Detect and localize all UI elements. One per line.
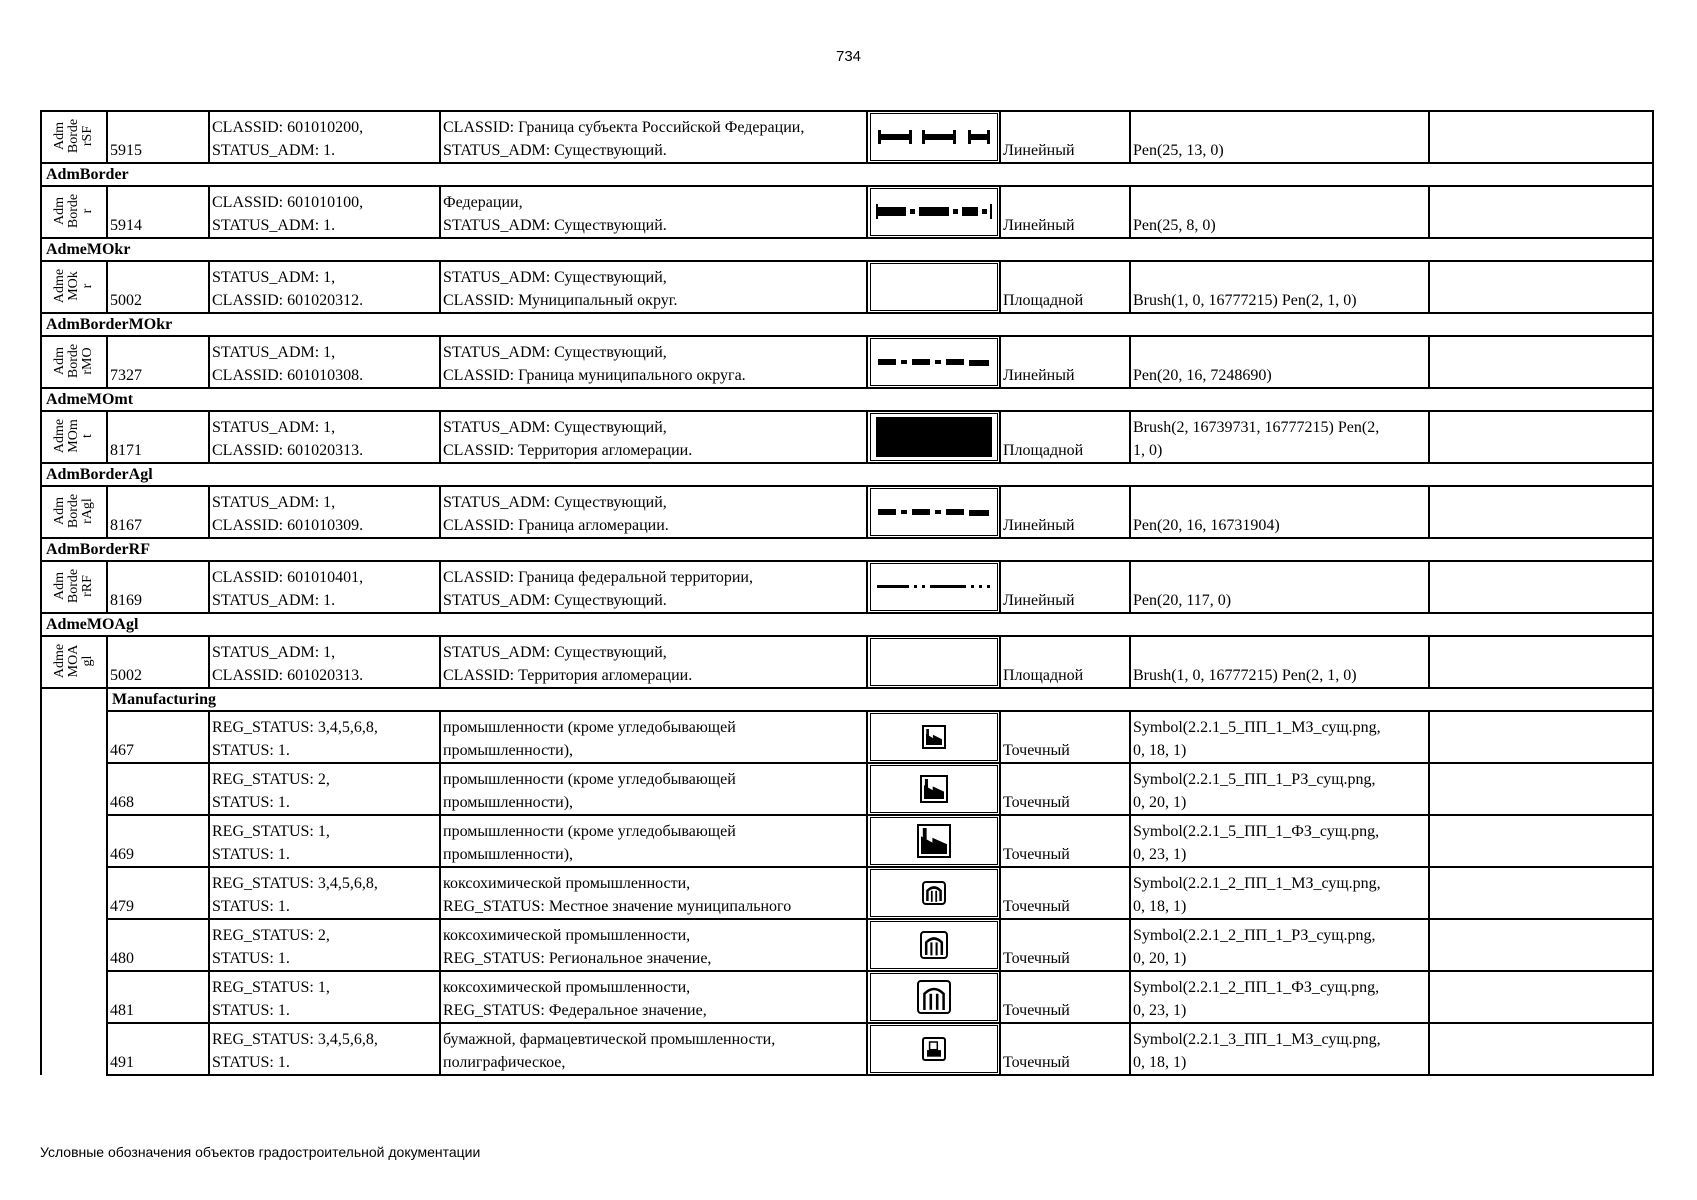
geometry-type: Точечный [1000,867,1130,919]
description-cell [440,763,867,815]
table-row [41,711,1653,763]
object-code: 479 [107,867,209,919]
object-code: 480 [107,919,209,971]
description-line: полиграфическое, [443,1054,566,1071]
condition-line: STATUS_ADM: 1. [212,592,336,609]
style-line: 1, 0) [1133,442,1163,459]
geometry-type: Точечный [1000,971,1130,1023]
group-name: AdmeMOmt [41,388,1653,411]
table-row [41,919,1653,971]
description-cell [440,486,867,538]
condition-cell [209,1023,440,1075]
condition-line: REG_STATUS: 2, [212,927,330,944]
condition-line: CLASSID: 601010308. [212,367,364,384]
geometry-type: Площадной [1000,411,1130,463]
geometry-type: Линейный [1000,111,1130,163]
condition-line: CLASSID: 601010100, [212,194,364,211]
object-code: 467 [107,711,209,763]
description-line: CLASSID: Граница агломерации. [443,517,669,534]
group-name: AdmeMOkr [41,238,1653,261]
description-line: STATUS_ADM: Существующий, [443,494,667,511]
description-cell [440,711,867,763]
style-cell [1130,815,1429,867]
empty-cell [1429,336,1653,388]
condition-cell [209,561,440,613]
geometry-type: Точечный [1000,763,1130,815]
group-name: AdmBorderRF [41,538,1653,561]
style-cell [1130,111,1429,163]
empty-cell [1429,763,1653,815]
layer-name: Adme MOm t [52,418,95,453]
table-row [41,763,1653,815]
symbol-cell [867,111,1000,163]
description-line: бумажной, фармацевтической промышленности, [443,1031,776,1048]
condition-cell [209,261,440,313]
condition-line: REG_STATUS: 3,4,5,6,8, [212,1031,378,1048]
symbol-cell [867,186,1000,238]
table-row [41,815,1653,867]
empty-cell [1429,561,1653,613]
description-cell [440,1023,867,1075]
layer-name: Adm Borde rSF [52,118,95,153]
description-line: промышленности), [443,794,574,811]
style-line: Brush(2, 16739731, 16777215) Pen(2, [1133,419,1380,436]
empty-symbol [870,638,998,686]
description-cell [440,261,867,313]
condition-cell [209,636,440,688]
layer-name-cell [41,186,107,238]
style-cell [1130,971,1429,1023]
condition-line: STATUS: 1. [212,742,290,759]
description-line: REG_STATUS: Местное значение муниципального [443,898,792,915]
empty-cell [1429,486,1653,538]
empty-cell [1429,867,1653,919]
icon-factory-s-symbol [870,713,998,761]
layer-name-cell [41,336,107,388]
empty-cell [1429,111,1653,163]
group-name: AdmeMOAgl [41,613,1653,636]
layer-name: Adm Borde rRF [52,568,95,603]
table-row [41,486,1653,538]
condition-line: CLASSID: 601010200, [212,119,364,136]
table-row [41,1023,1653,1075]
solid-fill-symbol [870,413,998,461]
empty-cell [1429,919,1653,971]
geometry-type: Линейный [1000,561,1130,613]
style-cell [1130,261,1429,313]
condition-line: STATUS: 1. [212,950,290,967]
symbol-cell [867,815,1000,867]
description-cell [440,411,867,463]
description-line: CLASSID: Граница федеральной территории, [443,569,753,586]
icon-paper-s-symbol [870,1025,998,1073]
object-code: 8167 [107,486,209,538]
description-line: STATUS_ADM: Существующий. [443,142,667,159]
condition-line: CLASSID: 601010309. [212,517,364,534]
style-cell [1130,763,1429,815]
style-cell [1130,186,1429,238]
style-line: Symbol(2.2.1_5_ПП_1_ФЗ_сущ.png, [1133,823,1380,840]
style-line: 0, 23, 1) [1133,846,1187,863]
layer-cell-empty [41,688,107,1075]
condition-line: STATUS: 1. [212,1054,290,1071]
group-header-row [41,538,1653,561]
line-dashdotdot-symbol [870,563,998,611]
style-line: Symbol(2.2.1_5_ПП_1_РЗ_сущ.png, [1133,771,1376,788]
style-line: 0, 18, 1) [1133,898,1187,915]
description-line: STATUS_ADM: Существующий, [443,644,667,661]
style-line: 0, 18, 1) [1133,1054,1187,1071]
geometry-type: Точечный [1000,1023,1130,1075]
geometry-type: Линейный [1000,336,1130,388]
layer-name: Adme MOA gl [52,643,95,678]
line-dashdot-symbol [870,488,998,536]
symbol-cell [867,971,1000,1023]
condition-cell [209,711,440,763]
symbol-cell [867,411,1000,463]
symbol-cell [867,336,1000,388]
style-line: Symbol(2.2.1_5_ПП_1_МЗ_сущ.png, [1133,719,1381,736]
description-cell [440,336,867,388]
symbol-cell [867,486,1000,538]
style-line: 0, 20, 1) [1133,950,1187,967]
group-header-row [41,238,1653,261]
style-line: 0, 23, 1) [1133,1002,1187,1019]
condition-cell [209,763,440,815]
style-line: 0, 20, 1) [1133,794,1187,811]
style-line: 0, 18, 1) [1133,742,1187,759]
condition-line: CLASSID: 601010401, [212,569,364,586]
condition-line: STATUS: 1. [212,1002,290,1019]
condition-cell [209,336,440,388]
empty-cell [1429,636,1653,688]
description-line: коксохимической промышленности, [443,979,691,996]
description-line: STATUS_ADM: Существующий. [443,592,667,609]
style-line: Brush(1, 0, 16777215) Pen(2, 1, 0) [1133,292,1357,309]
style-line: Symbol(2.2.1_3_ПП_1_МЗ_сущ.png, [1133,1031,1381,1048]
condition-line: REG_STATUS: 1, [212,823,330,840]
style-cell [1130,336,1429,388]
line-bars-symbol [870,113,998,161]
symbol-cell [867,261,1000,313]
condition-line: REG_STATUS: 2, [212,771,330,788]
symbol-cell [867,636,1000,688]
style-cell [1130,636,1429,688]
object-code: 8169 [107,561,209,613]
group-name: AdmBorderMOkr [41,313,1653,336]
layer-name: Adm Borde r [52,193,95,228]
symbol-cell [867,919,1000,971]
condition-line: STATUS_ADM: 1, [212,494,336,511]
empty-cell [1429,261,1653,313]
geometry-type: Площадной [1000,636,1130,688]
condition-cell [209,486,440,538]
icon-coke-m-symbol [870,921,998,969]
symbol-cell [867,763,1000,815]
table-row [41,261,1653,313]
condition-line: REG_STATUS: 1, [212,979,330,996]
condition-line: STATUS: 1. [212,898,290,915]
group-header-row [41,688,1653,711]
geometry-type: Точечный [1000,919,1130,971]
empty-cell [1429,186,1653,238]
group-header-row [41,613,1653,636]
condition-line: REG_STATUS: 3,4,5,6,8, [212,875,378,892]
description-cell [440,111,867,163]
description-cell [440,919,867,971]
condition-line: STATUS: 1. [212,846,290,863]
description-line: промышленности), [443,846,574,863]
condition-line: STATUS_ADM: 1, [212,344,336,361]
layer-name-cell [41,636,107,688]
description-line: CLASSID: Территория агломерации. [443,667,693,684]
page-number: 734 [835,48,862,65]
layer-name-cell [41,111,107,163]
condition-cell [209,919,440,971]
condition-line: STATUS_ADM: 1, [212,644,336,661]
object-code: 7327 [107,336,209,388]
style-line: Brush(1, 0, 16777215) Pen(2, 1, 0) [1133,667,1357,684]
description-line: Федерации, [443,194,523,211]
empty-cell [1429,1023,1653,1075]
description-cell [440,815,867,867]
layer-name-cell [41,561,107,613]
condition-line: REG_STATUS: 3,4,5,6,8, [212,719,378,736]
icon-factory-l-symbol [870,817,998,865]
condition-line: STATUS_ADM: 1, [212,269,336,286]
empty-cell [1429,971,1653,1023]
object-code: 5002 [107,261,209,313]
object-code: 491 [107,1023,209,1075]
symbol-cell [867,867,1000,919]
style-line: Symbol(2.2.1_2_ПП_1_ФЗ_сущ.png, [1133,979,1380,996]
description-line: REG_STATUS: Федеральное значение, [443,1002,707,1019]
description-cell [440,971,867,1023]
description-line: коксохимической промышленности, [443,927,691,944]
group-name: Manufacturing [107,688,1653,711]
style-cell [1130,867,1429,919]
style-line: Pen(25, 13, 0) [1133,142,1224,159]
style-line: Symbol(2.2.1_2_ПП_1_МЗ_сущ.png, [1133,875,1381,892]
description-line: промышленности (кроме угледобывающей [443,719,736,736]
description-line: STATUS_ADM: Существующий, [443,419,667,436]
group-header-row [41,463,1653,486]
condition-line: STATUS_ADM: 1. [212,142,336,159]
style-cell [1130,1023,1429,1075]
table-row [41,411,1653,463]
symbol-cell [867,561,1000,613]
empty-cell [1429,411,1653,463]
style-line: Symbol(2.2.1_2_ПП_1_РЗ_сущ.png, [1133,927,1376,944]
group-name: AdmBorder [41,163,1653,186]
description-line: промышленности (кроме угледобывающей [443,771,736,788]
object-code: 5915 [107,111,209,163]
icon-coke-l-symbol [870,973,998,1021]
description-cell [440,636,867,688]
description-cell [440,561,867,613]
footer-caption: Условные обозначения объектов градостроительной документации [40,1144,481,1160]
condition-cell [209,186,440,238]
condition-line: STATUS: 1. [212,794,290,811]
description-line: CLASSID: Территория агломерации. [443,442,693,459]
description-line: коксохимической промышленности, [443,875,691,892]
object-code: 468 [107,763,209,815]
description-line: STATUS_ADM: Существующий. [443,217,667,234]
legend-table [40,110,1654,1076]
condition-cell [209,411,440,463]
object-code: 8171 [107,411,209,463]
geometry-type: Точечный [1000,711,1130,763]
layer-name-cell [41,411,107,463]
description-line: STATUS_ADM: Существующий, [443,344,667,361]
style-cell [1130,919,1429,971]
description-line: CLASSID: Граница муниципального округа. [443,367,746,384]
layer-name-cell [41,261,107,313]
symbol-cell [867,1023,1000,1075]
condition-line: CLASSID: 601020313. [212,667,364,684]
group-name: AdmBorderAgl [41,463,1653,486]
table-row [41,111,1653,163]
object-code: 481 [107,971,209,1023]
condition-cell [209,111,440,163]
style-cell [1130,411,1429,463]
table-row [41,561,1653,613]
description-line: промышленности), [443,742,574,759]
style-cell [1130,711,1429,763]
condition-line: STATUS_ADM: 1. [212,217,336,234]
style-cell [1130,486,1429,538]
layer-name-cell [41,486,107,538]
condition-cell [209,971,440,1023]
condition-line: CLASSID: 601020313. [212,442,364,459]
geometry-type: Линейный [1000,486,1130,538]
condition-cell [209,867,440,919]
description-line: CLASSID: Муниципальный округ. [443,292,678,309]
style-line: Pen(20, 117, 0) [1133,592,1232,609]
object-code: 5002 [107,636,209,688]
group-header-row [41,313,1653,336]
layer-name: Adme MOk r [52,268,95,303]
group-header-row [41,388,1653,411]
layer-name: Adm Borde rMO [52,343,95,378]
style-line: Pen(20, 16, 7248690) [1133,367,1272,384]
icon-factory-m-symbol [870,765,998,813]
line-heavy-dots-symbol [870,188,998,236]
icon-coke-s-symbol [870,869,998,917]
table-row [41,636,1653,688]
style-line: Pen(20, 16, 16731904) [1133,517,1280,534]
table-row [41,971,1653,1023]
table-row [41,336,1653,388]
description-cell [440,186,867,238]
object-code: 469 [107,815,209,867]
description-cell [440,867,867,919]
object-code: 5914 [107,186,209,238]
table-row [41,867,1653,919]
description-line: STATUS_ADM: Существующий, [443,269,667,286]
table-row [41,186,1653,238]
empty-cell [1429,711,1653,763]
empty-symbol [870,263,998,311]
description-line: REG_STATUS: Региональное значение, [443,950,712,967]
geometry-type: Площадной [1000,261,1130,313]
description-line: промышленности (кроме угледобывающей [443,823,736,840]
condition-line: STATUS_ADM: 1, [212,419,336,436]
symbol-cell [867,711,1000,763]
group-header-row [41,163,1653,186]
geometry-type: Точечный [1000,815,1130,867]
layer-name: Adm Borde rAgl [52,493,95,528]
style-line: Pen(25, 8, 0) [1133,217,1216,234]
geometry-type: Линейный [1000,186,1130,238]
style-cell [1130,561,1429,613]
empty-cell [1429,815,1653,867]
condition-line: CLASSID: 601020312. [212,292,364,309]
description-line: CLASSID: Граница субъекта Российской Федерации, [443,119,805,136]
condition-cell [209,815,440,867]
line-dashdot-symbol [870,338,998,386]
